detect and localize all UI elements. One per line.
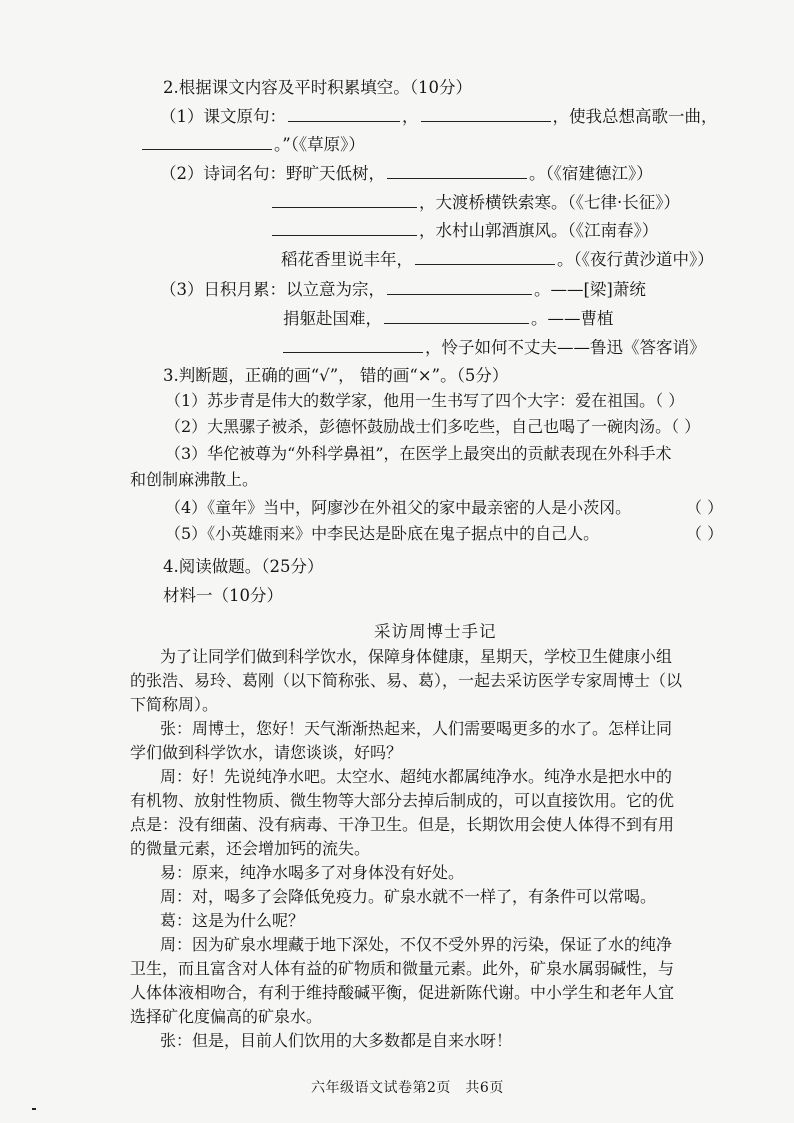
answer-blank[interactable] [283,334,423,353]
quote-text: 以立意为宗， [286,280,385,299]
answer-blank[interactable] [272,189,417,208]
article-line: 葛：这是为什么呢？ [160,911,305,930]
q2-part3-line1 [160,276,646,304]
article-line: 卫生，而且富含对人体有益的矿物质和微量元素。此外，矿泉水属弱碱性，与 [130,959,675,978]
q2-part1-text: ，使我总想高歌一曲， [552,107,718,126]
q2-part2-line3 [270,217,658,245]
q3-item-5: （5）《小英雄雨来》中李民达是卧底在鬼子据点中的自己人。 [165,524,600,543]
q2-part3-line3 [281,334,706,362]
answer-blank[interactable] [387,160,527,179]
q2-part1-source: 。”（《草原》） [274,135,365,154]
q2-part2-label: （2）诗词名句： [160,164,286,183]
quote-text: 捐躯赴国难， [283,309,382,328]
quote-source: 。——[梁]萧统 [534,280,646,299]
punctuation: ， [402,107,419,126]
article-line: 的张浩、易玲、葛刚（以下简称张、易、葛），一起去采访医学专家周博士（以 [130,671,683,690]
q3-item-2: （2）大黑骡子被杀，彭德怀鼓励战士们多吃些，自己也喝了一碗肉汤。（ ） [165,417,701,436]
article-line: 人体体液相吻合，有利于维持酸碱平衡，促进新陈代谢。中小学生和老年人宜 [130,983,675,1002]
q2-part2-line2 [270,189,680,217]
answer-blank[interactable] [415,246,555,265]
quote-source: 。——曹植 [531,309,614,328]
article-line: 选择矿化度偏高的矿泉水。 [130,1007,323,1026]
answer-blank[interactable] [142,131,272,150]
answer-blank[interactable] [384,305,529,324]
article-line: 周：好！先说纯净水吧。太空水、超纯水都属纯净水。纯净水是把水中的 [160,767,673,786]
material-label: 材料一（10分） [163,586,283,605]
answer-paren[interactable]: （ ） [686,524,724,543]
article-line: 为了让同学们做到科学饮水，保障身体健康，星期天，学校卫生健康小组 [160,647,673,666]
article-line: 下简称周）。 [130,695,219,714]
article-line: 易：原来，纯净水喝多了对身体没有好处。 [160,863,465,882]
article-line: 张：但是，目前人们饮用的大多数都是自来水呀！ [160,1031,513,1050]
answer-blank[interactable] [421,103,551,122]
q3-item-3-cont: 和创制麻沸散上。 [130,470,259,489]
article-line: 张：周博士，您好！天气渐渐热起来，人们需要喝更多的水了。怎样让同 [160,719,673,738]
poem-text: ，大渡桥横铁索寒。（《七律·长征》） [419,193,680,212]
article-title: 采访周博士手记 [374,622,497,641]
poem-source: 。（《夜行黄沙道中》） [557,250,714,269]
poem-source: 。（《宿建德江》） [529,164,653,183]
q2-part1-line2 [140,131,365,159]
article-line: 有机物、放射性物质、微生物等大部分去掉后制成的，可以直接饮用。它的优 [130,791,675,810]
poem-text: ，水村山郭酒旗风。（《江南春》） [419,221,659,240]
answer-paren[interactable]: （ ） [686,498,724,517]
page-footer: 六年级语文试卷第2页 共6页 [311,1080,504,1096]
q2-part3-label: （3）日积月累： [160,280,286,299]
q4-heading: 4.阅读做题。（25分） [163,557,324,576]
article-line: 周：因为矿泉水埋藏于地下深处，不仅不受外界的污染，保证了水的纯净 [160,935,673,954]
q2-heading: 2.根据课文内容及平时积累填空。（10分） [163,78,472,97]
answer-blank[interactable] [272,217,417,236]
article-line: 的微量元素，还会增加钙的流失。 [130,839,371,858]
quote-source: ，怜子如何不丈夫——鲁迅《答客诮》 [425,338,706,357]
q2-part2-line1 [160,160,653,188]
q2-part1-line1 [160,103,718,131]
article-line: 点是：没有细菌、没有病毒、干净卫生。但是，长期饮用会使人体得不到有用 [130,815,675,834]
poem-text: 野旷天低树， [286,164,385,183]
q3-heading: 3.判断题，正确的画“√”， 错的画“×”。（5分） [163,366,509,385]
q3-item-1: （1）苏步青是伟大的数学家，他用一生书写了四个大字：爱在祖国。（ ） [165,391,685,410]
article-line: 学们做到科学饮水，请您谈谈，好吗？ [130,743,403,762]
q3-item-3: （3）华佗被尊为“外科学鼻祖”，在医学上最突出的贡献表现在外科手术 [165,444,672,463]
q3-item-4: （4）《童年》当中，阿廖沙在外祖父的家中最亲密的人是小茨冈。 [165,498,632,517]
q2-part2-line4 [281,246,714,274]
q2-part3-line2 [283,305,614,333]
answer-blank[interactable] [387,276,532,295]
poem-text: 稻花香里说丰年， [281,250,413,269]
answer-blank[interactable] [288,103,400,122]
scan-speck [32,1108,36,1110]
q2-part1-label: （1）课文原句： [160,107,286,126]
article-line: 周：对，喝多了会降低免疫力。矿泉水就不一样了，有条件可以常喝。 [160,887,657,906]
